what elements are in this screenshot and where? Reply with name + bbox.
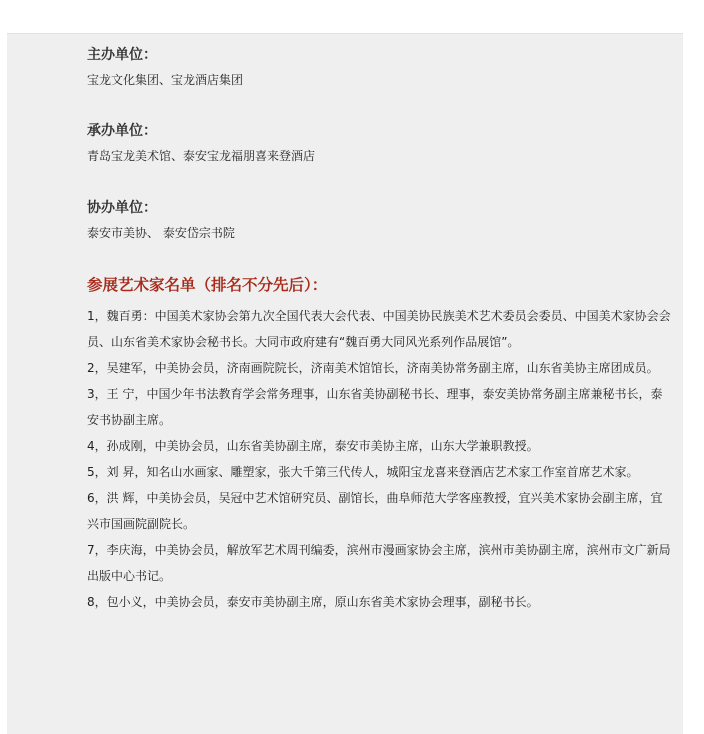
section-title: 承办单位： — [87, 123, 157, 139]
section-title: 主办单位： — [87, 47, 157, 63]
article-content — [87, 44, 672, 615]
section-co-organizer — [87, 197, 672, 243]
artist-item: 3，王 宁，中国少年书法教育学会常务理事，山东省美协副秘书长、理事，泰安美协常务副主席兼秘书长，泰安书协副主席。 — [87, 387, 663, 427]
section-organizer — [87, 44, 672, 90]
artists-heading: 参展艺术家名单（排名不分先后）： — [87, 276, 328, 294]
artist-item: 2，吴建军，中美协会员，济南画院院长，济南美术馆馆长，济南美协常务副主席，山东省美协主席团成员。 — [87, 361, 659, 375]
artist-item: 1，魏百勇：中国美术家协会第九次全国代表大会代表、中国美协民族美术艺术委员会委员、中国美术家协会会员、山东省美术家协会秘书长。大同市政府建有“魏百勇大同风光系列作品展馆”。 — [87, 309, 671, 349]
artist-item: 8，包小义，中美协会员，泰安市美协副主席，原山东省美术家协会理事，副秘书长。 — [87, 595, 539, 609]
artist-item: 6，洪 辉，中美协会员，吴冠中艺术馆研究员、副馆长，曲阜师范大学客座教授，宜兴美术家协会副主席，宜兴市国画院副院长。 — [87, 491, 663, 531]
section-body: 青岛宝龙美术馆、泰安宝龙福朋喜来登酒店 — [87, 149, 316, 163]
artist-item: 4，孙成刚，中美协会员，山东省美协副主席，泰安市美协主席，山东大学兼职教授。 — [87, 439, 539, 453]
section-body: 宝龙文化集团、宝龙酒店集团 — [87, 73, 244, 87]
section-undertaker — [87, 120, 672, 166]
section-title: 协办单位： — [87, 200, 157, 216]
artist-item: 7，李庆海，中美协会员，解放军艺术周刊编委，滨州市漫画家协会主席，滨州市美协副主席，滨州市文广新局出版中心书记。 — [87, 543, 671, 583]
section-body: 泰安市美协、 泰安岱宗书院 — [87, 226, 235, 240]
artist-item: 5，刘 昇，知名山水画家、雕塑家，张大千第三代传人，城阳宝龙喜来登酒店艺术家工作室首席艺术家。 — [87, 465, 639, 479]
